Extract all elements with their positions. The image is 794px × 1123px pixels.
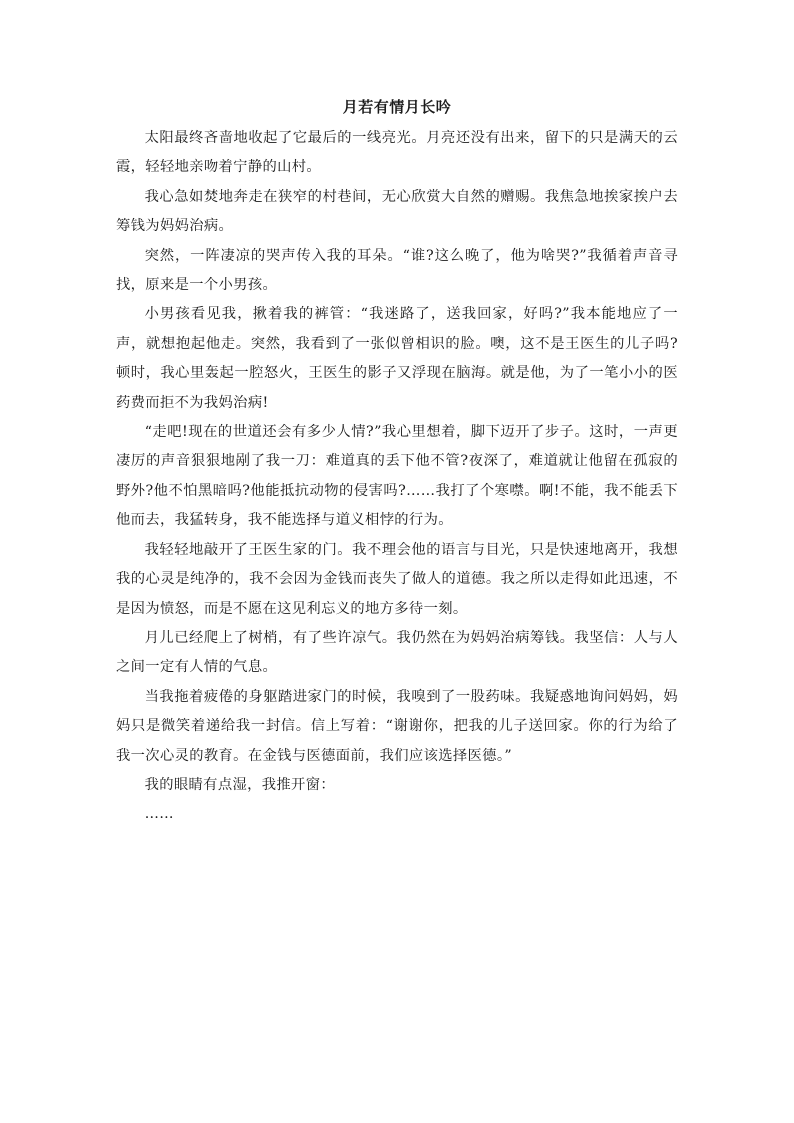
paragraph-9: 我的眼睛有点湿，我推开窗： [144, 776, 336, 793]
paragraph-8: 当我拖着疲倦的身躯踏进家门的时候，我嗅到了一股药味。我疑惑地询问妈妈，妈妈只是微笑着递给我一封信。信上写着：“谢谢你，把我的儿子送回家。你的行为给了我一次心灵的教育。在金钱与医德面前，我们应该选择医德。” [116, 688, 678, 764]
paragraph-3: 突然，一阵凄凉的哭声传入我的耳朵。“谁?这么晚了，他为啥哭?”我循着声音寻找，原来是一个小男孩。 [116, 247, 678, 294]
essay-body [116, 124, 678, 830]
paragraph-5: “走吧!现在的世道还会有多少人情?”我心里想着，脚下迈开了步子。这时，一声更凄厉的声音狠狠地剐了我一刀：难道真的丢下他不管?夜深了，难道就让他留在孤寂的野外?他不怕黑暗吗?他能抵抗动物的侵害吗?……我打了个寒噤。啊!不能，我不能丢下他而去，我猛转身，我不能选择与道义相悖的行为。 [116, 424, 678, 529]
paragraph-2: 我心急如焚地奔走在狭窄的村巷间，无心欣赏大自然的赠赐。我焦急地挨家挨户去筹钱为妈妈治病。 [116, 188, 678, 235]
paragraph-4: 小男孩看见我，揪着我的裤管：“我迷路了，送我回家，好吗?”我本能地应了一声，就想抱起他走。突然，我看到了一张似曾相识的脸。噢，这不是王医生的儿子吗?顿时，我心里轰起一腔怒火，王医生的影子又浮现在脑海。就是他，为了一笔小小的医药费而拒不为我妈治病! [116, 306, 678, 411]
paragraph-1: 太阳最终吝啬地收起了它最后的一线亮光。月亮还没有出来，留下的只是满天的云霞，轻轻地亲吻着宁静的山村。 [116, 130, 678, 176]
paragraph-6: 我轻轻地敲开了王医生家的门。我不理会他的语言与目光，只是快速地离开，我想我的心灵是纯净的，我不会因为金钱而丧失了做人的道德。我之所以走得如此迅速，不是因为愤怒，而是不愿在这见利忘义的地方多待一刻。 [116, 541, 678, 617]
paragraph-7: 月儿已经爬上了树梢，有了些许凉气。我仍然在为妈妈治病筹钱。我坚信：人与人之间一定有人情的气息。 [116, 629, 678, 676]
ellipsis-line: …… [144, 806, 174, 823]
essay-title: 月若有情月长吟 [342, 98, 452, 116]
